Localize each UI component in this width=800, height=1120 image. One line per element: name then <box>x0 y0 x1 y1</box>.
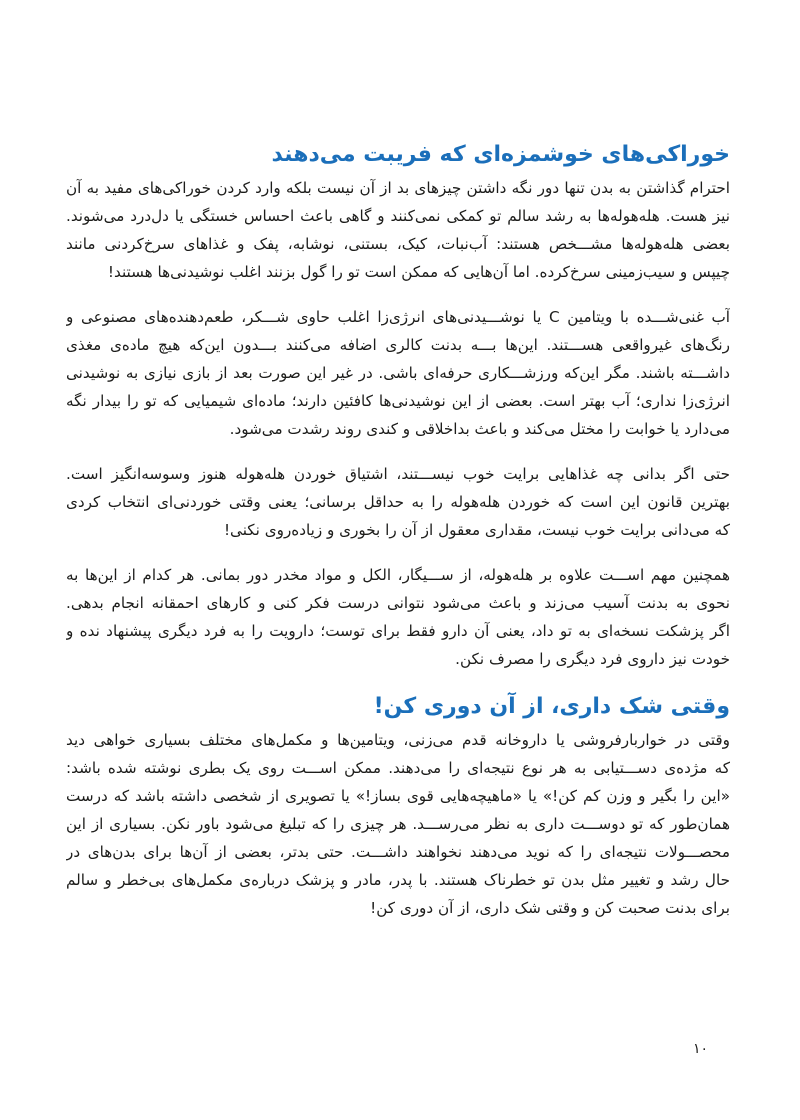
section-heading: وقتی شک داری، از آن دوری کن! <box>373 694 730 719</box>
text-line: نیز هست. هله‌هوله‌ها به رشد سالم تو کمکی نمی‌کنند و گاهی باعث احساس خستگی یا دل‌درد می‌شوند. <box>66 207 730 225</box>
text-line: «این را بگیر و وزن کم کن!» یا «ماهیچه‌هایی قوی بساز!» یا تصویری از شخصی داشته باشد که درست <box>66 787 730 805</box>
text-line: برای بدنت صحبت کن و وقتی شک داری، از آن دوری کن! <box>370 899 730 917</box>
paragraph <box>66 303 730 443</box>
text-line: احترام گذاشتن به بدن تنها دور نگه داشتن چیزهای بد از آن نیست بلکه وارد کردن خوراکی‌های مفید به آن <box>66 179 730 197</box>
text-line: بهترین قانون این است که خوردن هله‌هوله را به حداقل برسانی؛ یعنی وقتی خوردنی‌ای انتخاب کردی <box>66 493 730 511</box>
text-line: محصـــولات نتیجه‌ای را که نوید می‌دهند نخواهند داشـــت. حتی بدتر، بعضی از آن‌ها برای بدن‌های در <box>66 843 730 861</box>
text-line: نحوی به بدنت آسیب می‌زند و باعث می‌شود نتوانی درست فکر کنی و کارهای احمقانه انجام بدهی. <box>66 594 730 612</box>
paragraph <box>66 460 730 544</box>
text-line: وقتی در خواربارفروشی یا داروخانه قدم می‌زنی، ویتامین‌ها و مکمل‌های مختلف بسیاری خواهی دید <box>66 731 730 749</box>
text-line: همان‌طور که تو دوســـت داری به نظر می‌رســـد. هر چیزی را که تبلیغ می‌شود باور نکن. بسیاری از این <box>66 815 730 833</box>
section-junk-food <box>66 138 730 673</box>
text-line: خودت نیز داروی فرد دیگری را مصرف نکن. <box>455 650 730 668</box>
section-when-in-doubt <box>66 690 730 922</box>
text-line: رنگ‌های غیرواقعی هســـتند. این‌ها بـــه بدنت کالری اضافه می‌کنند بـــدون این‌که هیچ ماده‌ی مغذی <box>66 336 730 354</box>
section-heading: خوراکی‌های خوشمزه‌ای که فریبت می‌دهند <box>271 142 730 167</box>
paragraph <box>66 726 730 922</box>
text-line: داشـــته باشند. مگر این‌که ورزشـــکاری حرفه‌ای باشی. در غیر این صورت بعد از بازی نیازی به نوشیدنی <box>66 364 730 382</box>
paragraph <box>66 561 730 673</box>
page-body <box>66 138 730 939</box>
text-line: حتی اگر بدانی چه غذاهایی برایت خوب نیســـتند، اشتیاق خوردن هله‌هوله هنوز وسوسه‌انگیز است. <box>66 465 730 483</box>
text-line: بعضی هله‌هوله‌ها مشـــخص هستند: آب‌نبات، کیک، بستنی، نوشابه، پفک و غذاهای سرخ‌کردنی مانند <box>66 235 730 253</box>
text-line: همچنین مهم اســـت علاوه بر هله‌هوله، از ســـیگار، الکل و مواد مخدر دور بمانی. هر کدام از این‌ها به <box>66 566 730 584</box>
text-line: انرژی‌زا نداری؛ آب بهتر است. بعضی از این نوشیدنی‌ها کافئین دارند؛ ماده‌ای شیمیایی که تو را بیدار نگه <box>66 392 730 410</box>
text-line: که مژده‌ی دســـتیابی به هر نوع نتیجه‌ای را می‌دهند. ممکن اســـت روی یک بطری نوشته شده باشد: <box>66 759 730 777</box>
text-line: می‌دارد یا خوابت را مختل می‌کند و باعث بداخلاقی و کندی روند رشدت می‌شود. <box>229 420 730 438</box>
text-line: حال رشد و تغییر مثل بدن تو خطرناک هستند. با پدر، مادر و پزشک درباره‌ی مکمل‌های بی‌خطر و سالم <box>66 871 730 889</box>
page-number: ۱۰ <box>692 1041 708 1057</box>
text-line: آب غنی‌شـــده با ویتامین C یا نوشـــیدنی‌های انرژی‌زا اغلب حاوی شـــکر، طعم‌دهنده‌های مصنوعی و <box>66 308 730 326</box>
text-line: چیپس و سیب‌زمینی سرخ‌کرده. اما آن‌هایی که ممکن است تو را گول بزنند اغلب نوشیدنی‌ها هستند! <box>107 263 730 281</box>
paragraph <box>66 174 730 286</box>
text-line: اگر پزشکت نسخه‌ای به تو داد، یعنی آن دارو فقط برای توست؛ دارویت را به فرد دیگری پیشنهاد نده و <box>66 622 730 640</box>
text-line: که می‌دانی برایت خوب نیست، مقداری معقول از آن را بخوری و زیاده‌روی نکنی! <box>223 521 730 539</box>
